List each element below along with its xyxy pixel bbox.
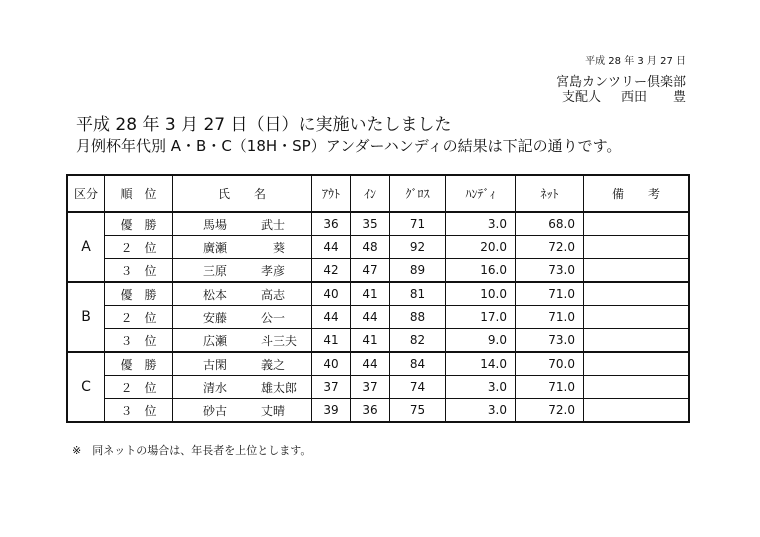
in-score-cell: 44 bbox=[351, 306, 390, 329]
rank-cell: ３ 位 bbox=[105, 399, 173, 423]
net-score-cell: 71.0 bbox=[516, 282, 584, 306]
player-last-name: 広瀬 bbox=[203, 333, 228, 348]
player-last-name: 砂古 bbox=[203, 403, 228, 418]
out-score-cell: 36 bbox=[312, 212, 351, 236]
net-score-cell: 73.0 bbox=[516, 259, 584, 283]
gross-score-cell: 89 bbox=[390, 259, 446, 283]
remarks-cell bbox=[584, 329, 690, 353]
net-score-cell: 68.0 bbox=[516, 212, 584, 236]
player-first-name: 斗三夫 bbox=[261, 333, 298, 348]
net-score-cell: 72.0 bbox=[516, 399, 584, 423]
in-score-cell: 37 bbox=[351, 376, 390, 399]
manager-title: 支配人 bbox=[561, 90, 601, 105]
gross-score-cell: 84 bbox=[390, 352, 446, 376]
in-score-cell: 47 bbox=[351, 259, 390, 283]
column-header-rank: 順 位 bbox=[105, 175, 173, 212]
column-header-remarks: 備 考 bbox=[584, 175, 690, 212]
handicap-cell: 3.0 bbox=[446, 399, 516, 423]
column-header-in: ｲﾝ bbox=[351, 175, 390, 212]
player-last-name: 廣瀬 bbox=[203, 240, 228, 255]
in-score-cell: 36 bbox=[351, 399, 390, 423]
handicap-cell: 10.0 bbox=[446, 282, 516, 306]
out-score-cell: 40 bbox=[312, 352, 351, 376]
remarks-cell bbox=[584, 352, 690, 376]
handicap-cell: 20.0 bbox=[446, 236, 516, 259]
column-header-out: ｱｳﾄ bbox=[312, 175, 351, 212]
rank-cell: ３ 位 bbox=[105, 329, 173, 353]
player-name-cell bbox=[173, 329, 312, 353]
player-name-cell bbox=[173, 352, 312, 376]
net-score-cell: 71.0 bbox=[516, 376, 584, 399]
handicap-cell: 14.0 bbox=[446, 352, 516, 376]
player-name-cell bbox=[173, 282, 312, 306]
player-name-cell bbox=[173, 306, 312, 329]
rank-cell: ３ 位 bbox=[105, 259, 173, 283]
player-last-name: 松本 bbox=[203, 287, 228, 302]
remarks-cell bbox=[584, 259, 690, 283]
out-score-cell: 44 bbox=[312, 236, 351, 259]
player-first-name: 義之 bbox=[261, 357, 286, 372]
in-score-cell: 41 bbox=[351, 282, 390, 306]
gross-score-cell: 82 bbox=[390, 329, 446, 353]
column-header-net: ﾈｯﾄ bbox=[516, 175, 584, 212]
player-first-name: 孝彦 bbox=[261, 263, 286, 278]
gross-score-cell: 71 bbox=[390, 212, 446, 236]
gross-score-cell: 88 bbox=[390, 306, 446, 329]
gross-score-cell: 74 bbox=[390, 376, 446, 399]
division-cell: A bbox=[67, 212, 105, 282]
column-header-handicap: ﾊﾝﾃﾞｨ bbox=[446, 175, 516, 212]
table-row bbox=[67, 236, 689, 259]
player-last-name: 安藤 bbox=[203, 310, 228, 325]
player-first-name: 高志 bbox=[261, 287, 286, 302]
table-row bbox=[67, 282, 689, 306]
player-last-name: 古閑 bbox=[203, 357, 228, 372]
table-header-row bbox=[67, 175, 689, 212]
rank-cell: 優 勝 bbox=[105, 212, 173, 236]
gross-score-cell: 81 bbox=[390, 282, 446, 306]
player-name-cell bbox=[173, 236, 312, 259]
remarks-cell bbox=[584, 236, 690, 259]
out-score-cell: 41 bbox=[312, 329, 351, 353]
in-score-cell: 41 bbox=[351, 329, 390, 353]
rank-cell: 優 勝 bbox=[105, 282, 173, 306]
out-score-cell: 37 bbox=[312, 376, 351, 399]
table-row bbox=[67, 376, 689, 399]
rank-cell: ２ 位 bbox=[105, 376, 173, 399]
player-first-name: 葵 bbox=[261, 240, 286, 255]
table-row bbox=[67, 212, 689, 236]
gross-score-cell: 92 bbox=[390, 236, 446, 259]
player-last-name: 馬場 bbox=[203, 217, 228, 232]
column-header-name: 氏 名 bbox=[173, 175, 312, 212]
player-name-cell bbox=[173, 259, 312, 283]
out-score-cell: 44 bbox=[312, 306, 351, 329]
player-last-name: 清水 bbox=[203, 380, 228, 395]
notice-subheading: 月例杯年代別 A・B・C（18H・SP）アンダーハンディの結果は下記の通りです。 bbox=[76, 137, 622, 155]
player-first-name: 公一 bbox=[261, 310, 286, 325]
remarks-cell bbox=[584, 306, 690, 329]
handicap-cell: 3.0 bbox=[446, 212, 516, 236]
remarks-cell bbox=[584, 282, 690, 306]
handicap-cell: 9.0 bbox=[446, 329, 516, 353]
table-row bbox=[67, 352, 689, 376]
in-score-cell: 35 bbox=[351, 212, 390, 236]
table-row bbox=[67, 329, 689, 353]
in-score-cell: 48 bbox=[351, 236, 390, 259]
player-name-cell bbox=[173, 376, 312, 399]
net-score-cell: 70.0 bbox=[516, 352, 584, 376]
player-first-name: 武士 bbox=[261, 217, 286, 232]
rank-cell: ２ 位 bbox=[105, 306, 173, 329]
club-name: 宮島カンツリー倶楽部 bbox=[555, 75, 686, 90]
player-first-name: 丈晴 bbox=[261, 403, 286, 418]
footnote: ※ 同ネットの場合は、年長者を上位とします。 bbox=[72, 444, 312, 457]
out-score-cell: 39 bbox=[312, 399, 351, 423]
manager-name: 西田 豊 bbox=[620, 90, 686, 105]
handicap-cell: 16.0 bbox=[446, 259, 516, 283]
document-date: 平成 28 年 3 月 27 日 bbox=[585, 56, 686, 67]
net-score-cell: 73.0 bbox=[516, 329, 584, 353]
remarks-cell bbox=[584, 399, 690, 423]
net-score-cell: 72.0 bbox=[516, 236, 584, 259]
player-name-cell bbox=[173, 399, 312, 423]
rank-cell: 優 勝 bbox=[105, 352, 173, 376]
handicap-cell: 17.0 bbox=[446, 306, 516, 329]
table-row bbox=[67, 259, 689, 283]
results-table bbox=[66, 174, 690, 423]
notice-heading: 平成 28 年 3 月 27 日（日）に実施いたしました bbox=[76, 115, 452, 135]
remarks-cell bbox=[584, 376, 690, 399]
rank-cell: ２ 位 bbox=[105, 236, 173, 259]
player-first-name: 雄太郎 bbox=[261, 380, 298, 395]
remarks-cell bbox=[584, 212, 690, 236]
division-cell: B bbox=[67, 282, 105, 352]
out-score-cell: 40 bbox=[312, 282, 351, 306]
table-row bbox=[67, 306, 689, 329]
player-name-cell bbox=[173, 212, 312, 236]
out-score-cell: 42 bbox=[312, 259, 351, 283]
in-score-cell: 44 bbox=[351, 352, 390, 376]
player-last-name: 三原 bbox=[203, 263, 228, 278]
handicap-cell: 3.0 bbox=[446, 376, 516, 399]
manager-signature bbox=[562, 91, 686, 105]
division-cell: C bbox=[67, 352, 105, 422]
column-header-division: 区分 bbox=[67, 175, 105, 212]
column-header-gross: ｸﾞﾛｽ bbox=[390, 175, 446, 212]
table-row bbox=[67, 399, 689, 423]
net-score-cell: 71.0 bbox=[516, 306, 584, 329]
gross-score-cell: 75 bbox=[390, 399, 446, 423]
